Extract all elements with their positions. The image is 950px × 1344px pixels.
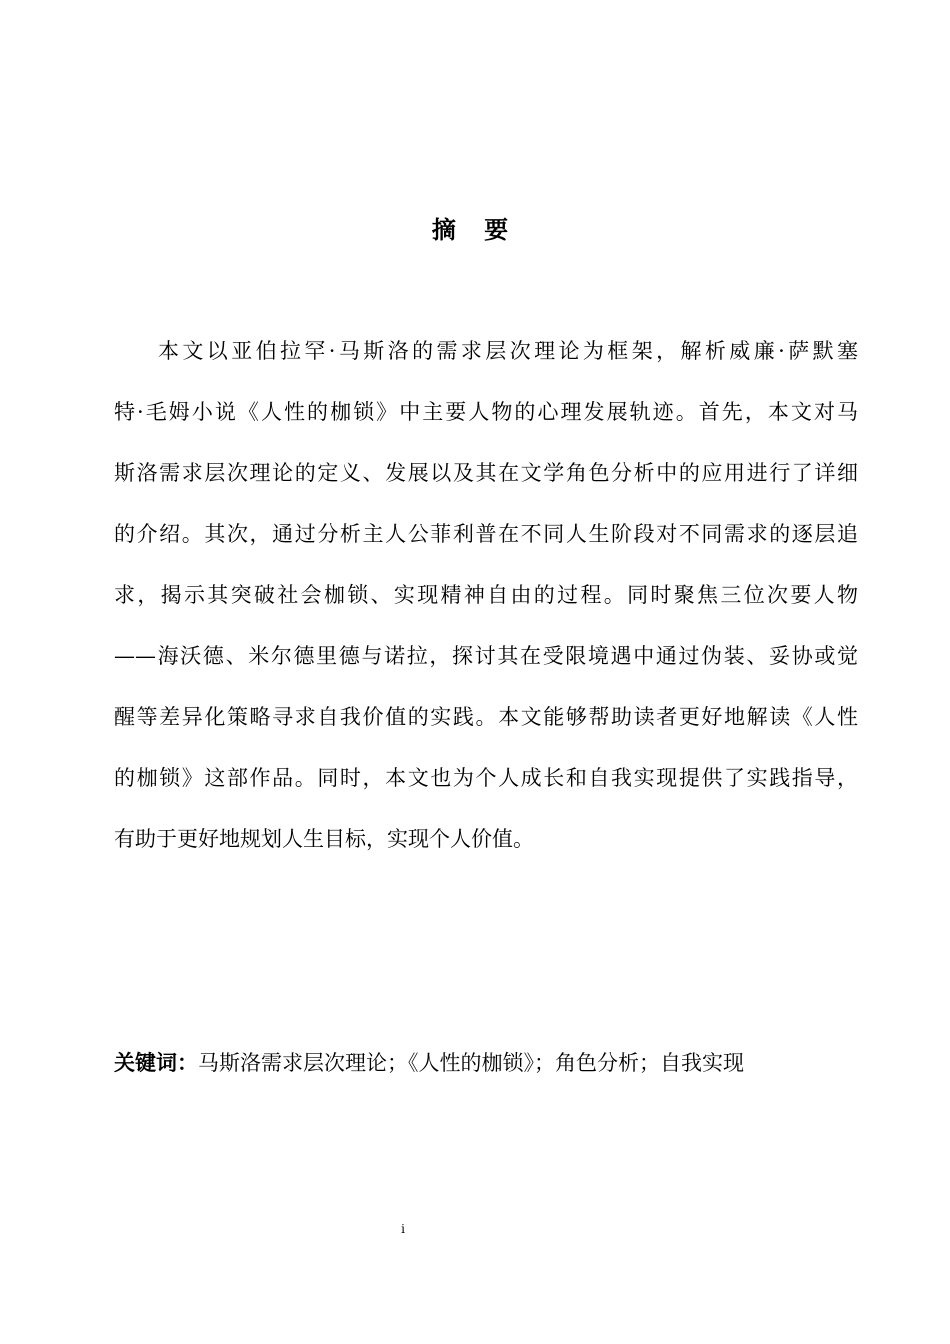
keywords-text: 马斯洛需求层次理论；《人性的枷锁》；角色分析；自我实现 (198, 1051, 744, 1075)
page-title: 摘 要 (431, 216, 519, 244)
abstract-body (114, 326, 858, 875)
page-number: i (401, 1222, 405, 1236)
abstract-line: 斯洛需求层次理论的定义、发展以及其在文学角色分析中的应用进行了详细 (114, 461, 858, 485)
keywords-line (114, 1041, 744, 1085)
abstract-line: 的枷锁》这部作品。同时，本文也为个人成长和自我实现提供了实践指导， (114, 766, 858, 790)
abstract-line: 的介绍。其次，通过分析主人公菲利普在不同人生阶段对不同需求的逐层追 (114, 522, 858, 546)
abstract-line: 醒等差异化策略寻求自我价值的实践。本文能够帮助读者更好地解读《人性 (114, 705, 858, 729)
abstract-line: 求，揭示其突破社会枷锁、实现精神自由的过程。同时聚焦三位次要人物 (114, 583, 858, 607)
abstract-line: ——海沃德、米尔德里德与诺拉，探讨其在受限境遇中通过伪装、妥协或觉 (114, 644, 858, 668)
keywords-label: 关键词： (114, 1051, 198, 1075)
abstract-line: 特·毛姆小说《人性的枷锁》中主要人物的心理发展轨迹。首先，本文对马 (114, 400, 858, 424)
abstract-line: 有助于更好地规划人生目标，实现个人价值。 (114, 827, 534, 851)
abstract-line: 本文以亚伯拉罕·马斯洛的需求层次理论为框架，解析威廉·萨默塞 (158, 339, 858, 363)
